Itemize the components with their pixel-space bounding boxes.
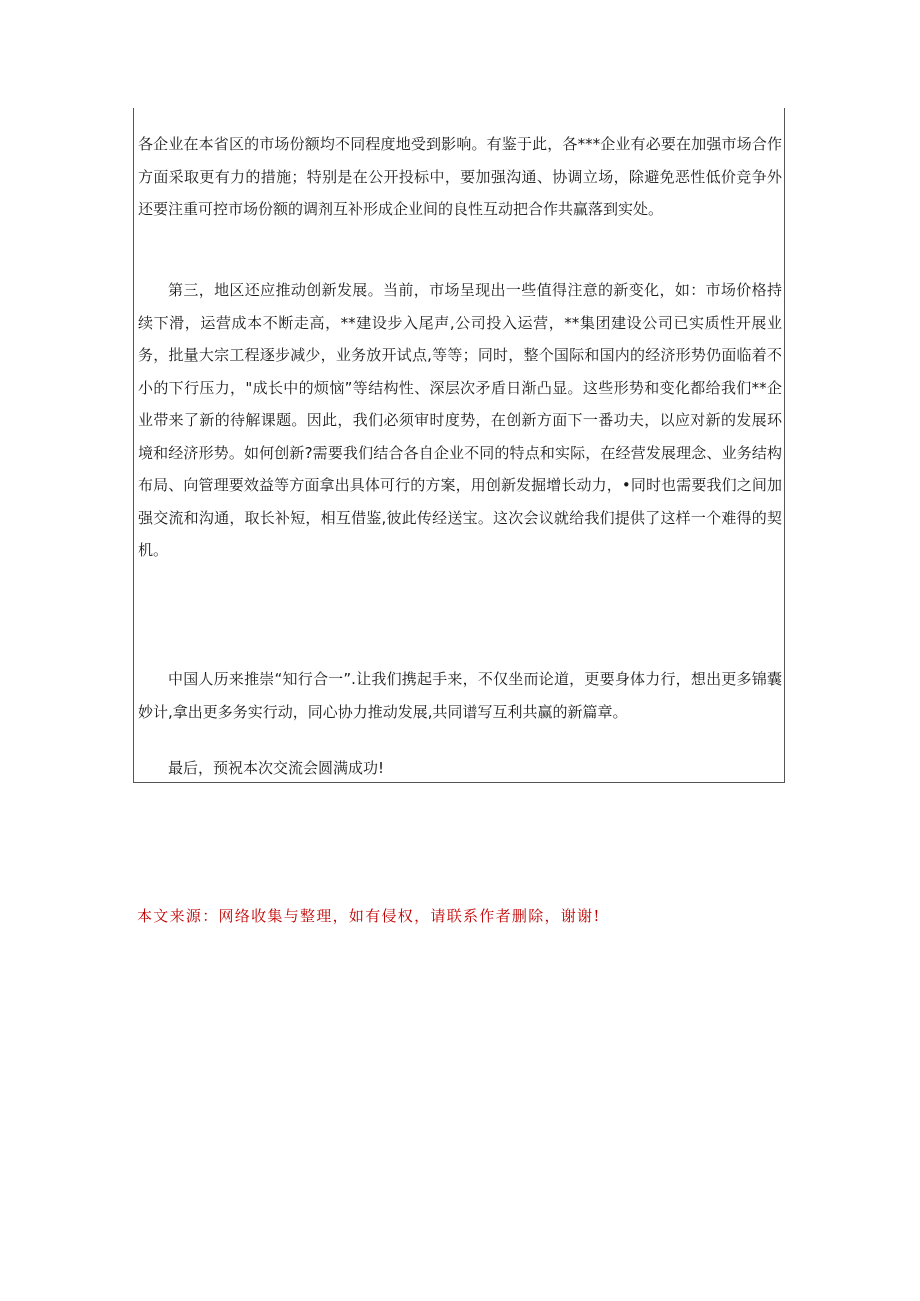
paragraph-market-share: 各企业在本省区的市场份额均不同程度地受到影响。有鉴于此，各***企业有必要在加强市场合作方面采取更有力的措施；特别是在公开投标中，要加强沟通、协调立场，除避免恶性低价竞争外还要注重可控市场份额的调剂互补形成企业间的良性互动把合作共赢落到实处。 bbox=[138, 135, 782, 218]
paragraph-innovation: 第三，地区还应推动创新发展。当前，市场呈现出一些值得注意的新变化，如：市场价格持续下滑，运营成本不断走高，**建设步入尾声,公司投入运营，**集团建设公司已实质性开展业务，批量大宗工程逐步减少，业务放开试点,等等；同时，整个国际和国内的经济形势仍面临着不小的下行压力，"成长中的烦恼”等结构性、深层次矛盾日渐凸显。这些形势和变化都给我们**企业带来了新的待解课题。因此，我们必须审时度势，在创新方面下一番功夫，以应对新的发展环境和经济形势。如何创新?需要我们结合各自企业不同的特点和实际，在经营发展理念、业务结构布局、向管理要效益等方面拿出具体可行的方案，用创新发掘增长动力，•同时也需要我们之间加强交流和沟通，取长补短，相互借鉴,彼此传经送宝。这次会议就给我们提供了这样一个难得的契机。 bbox=[138, 281, 782, 559]
document-text-box bbox=[133, 108, 785, 783]
paragraph-unity-of-knowledge-and-action: 中国人历来推崇“知行合一”.让我们携起手来，不仅坐而论道，更要身体力行，想出更多锦囊妙计,拿出更多务实行动，同心协力推动发展,共同谱写互利共赢的新篇章。 bbox=[138, 670, 782, 721]
source-disclaimer: 本文来源：网络收集与整理，如有侵权，请联系作者删除，谢谢! bbox=[137, 907, 601, 925]
paragraph-closing-wish: 最后，预祝本次交流会圆满成功! bbox=[168, 759, 385, 777]
